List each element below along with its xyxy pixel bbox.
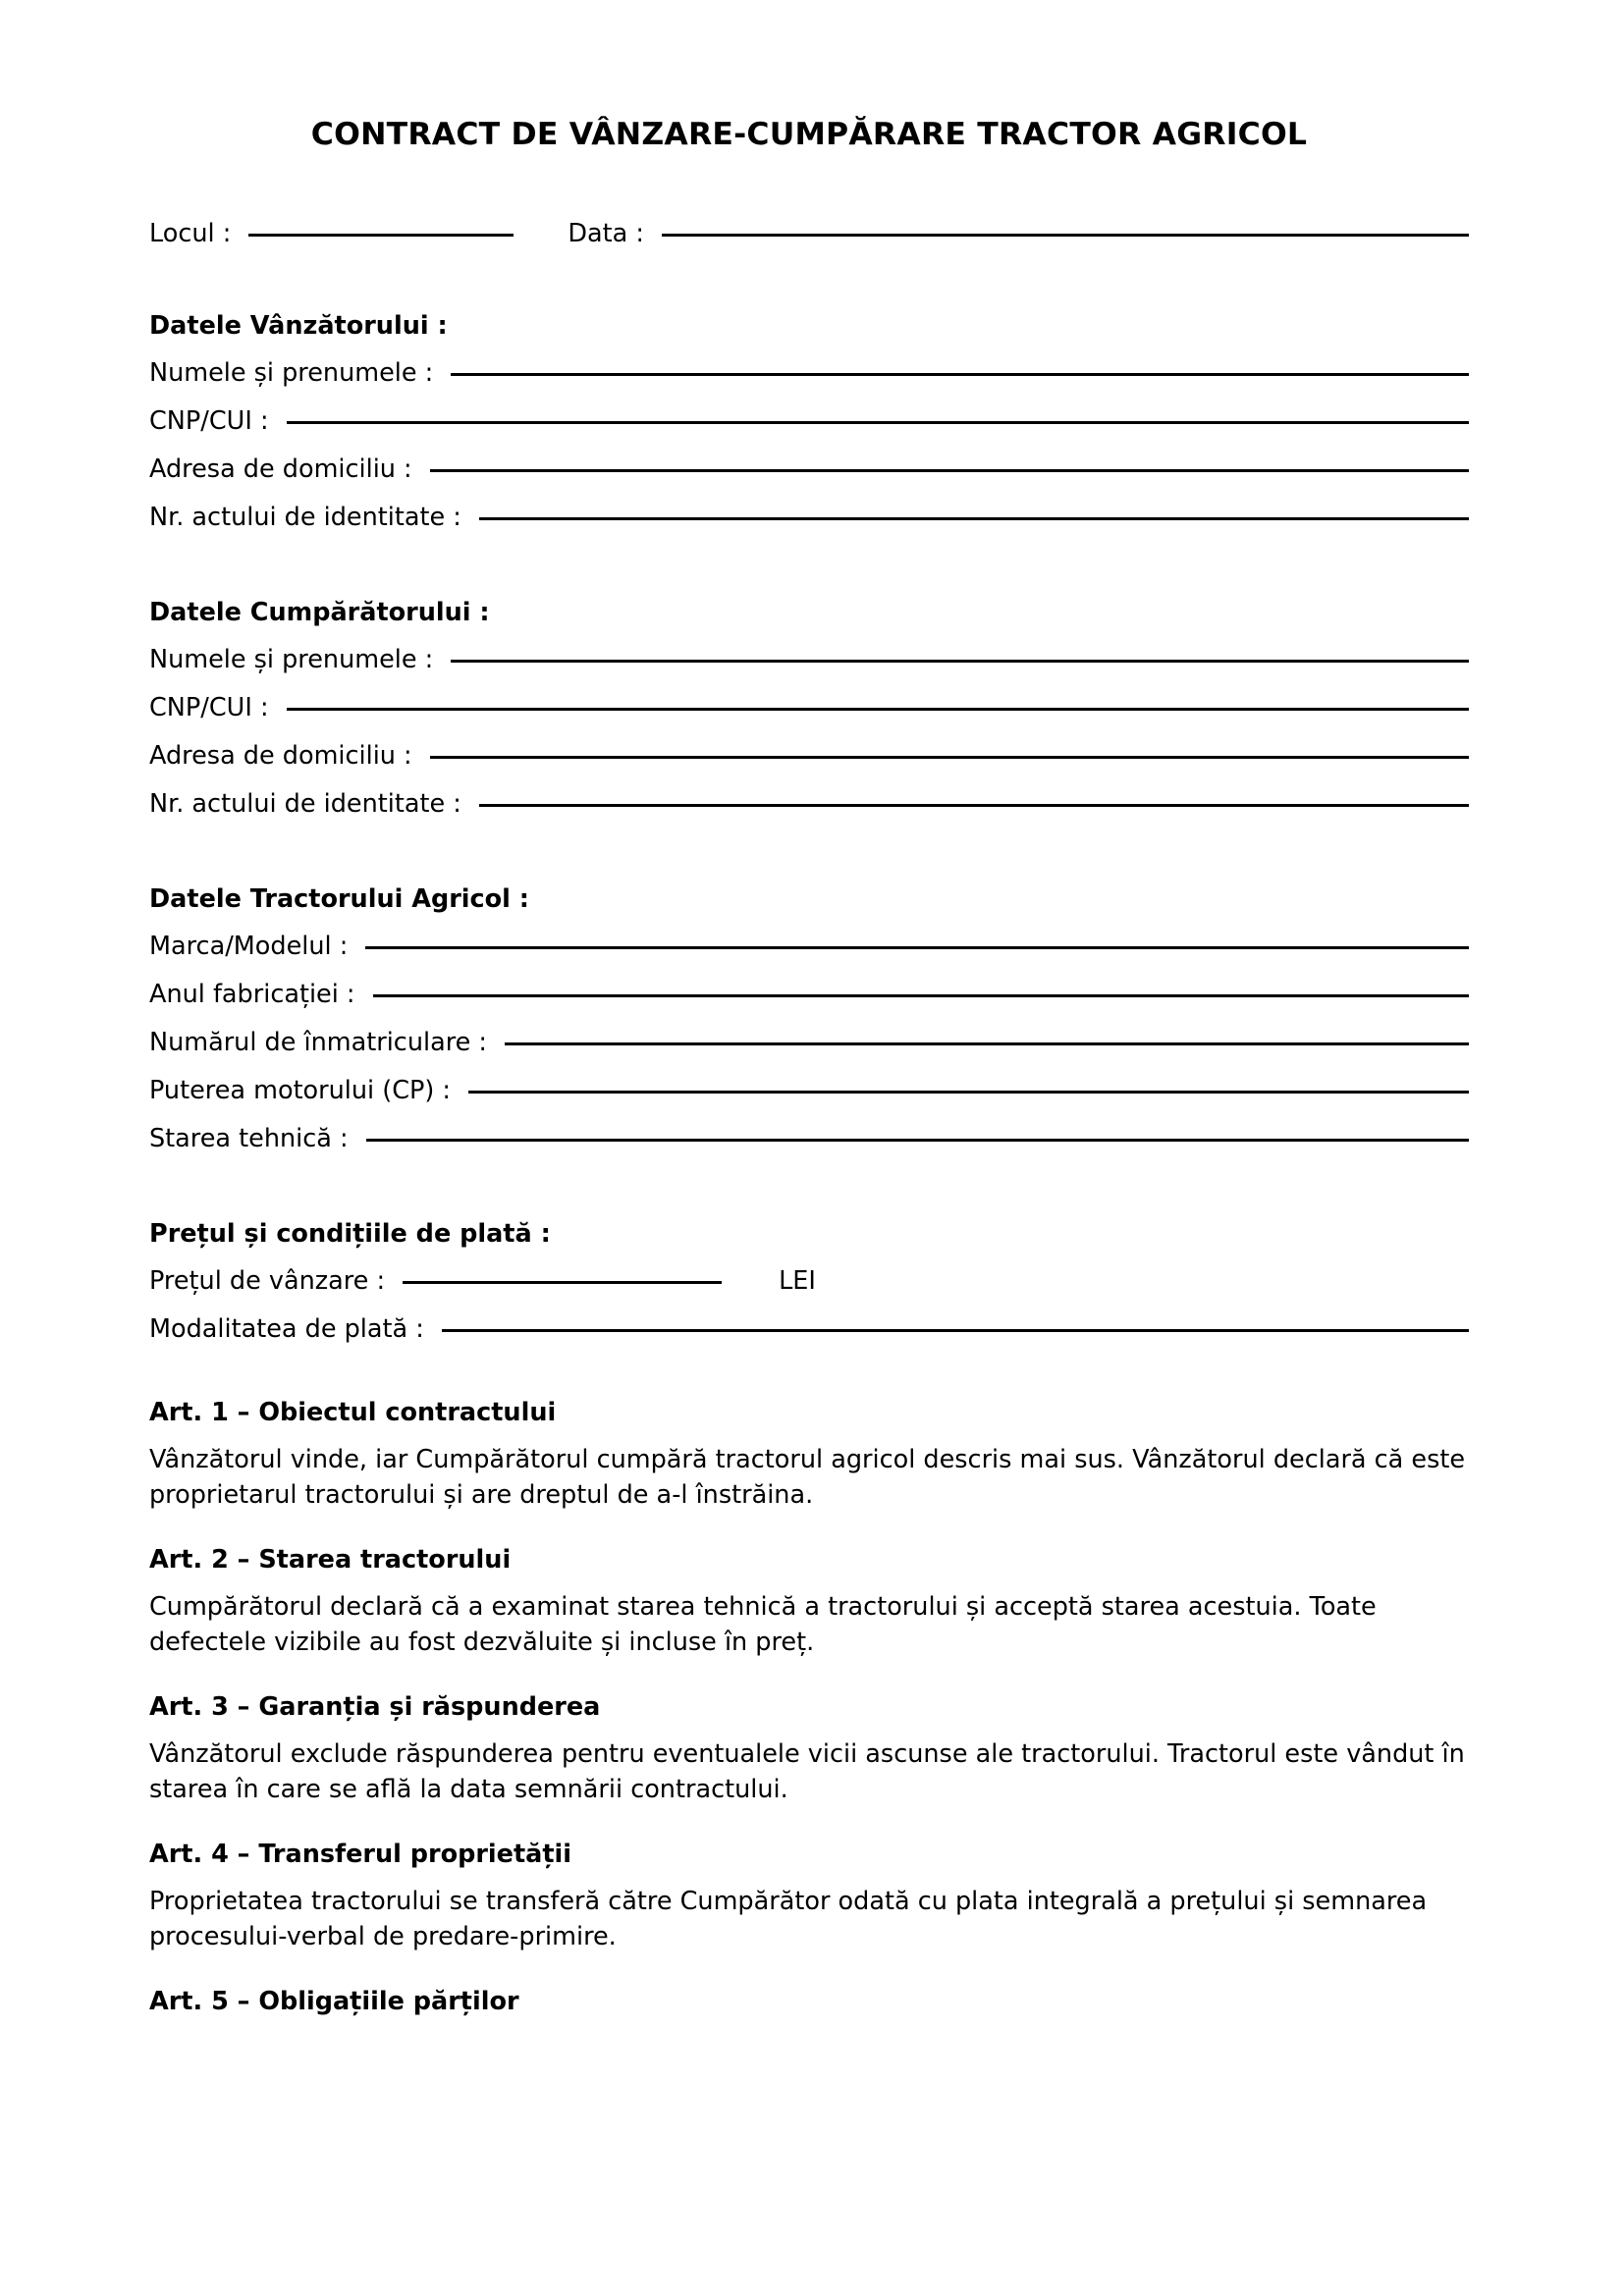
tractor-field-row [149, 1076, 1469, 1127]
price-field-row [149, 1314, 1469, 1365]
seller-field-row [149, 406, 1469, 457]
field-label: Nr. actului de identitate : [149, 503, 461, 533]
page-title: CONTRACT DE VÂNZARE-CUMPĂRARE TRACTOR AGRICOL [310, 117, 1308, 152]
article-heading: Art. 5 – Obligațiile părților [149, 1987, 519, 2016]
seller-address-input-rule[interactable] [430, 469, 1469, 472]
seller-name-input-rule[interactable] [451, 373, 1469, 376]
article-block [149, 1660, 1469, 1807]
place-input-rule[interactable] [248, 234, 514, 237]
tractor-model-input-rule[interactable] [365, 946, 1469, 949]
field-label: Numele și prenumele : [149, 645, 434, 675]
field-label: Adresa de domiciliu : [149, 454, 412, 485]
tractor-field-row [149, 1028, 1469, 1079]
article-heading: Art. 1 – Obiectul contractului [149, 1398, 557, 1428]
field-label: Numele și prenumele : [149, 358, 434, 389]
price-section-heading: Prețul și condițiile de plată : [149, 1219, 551, 1250]
field-label: Prețul de vânzare : [149, 1266, 386, 1297]
place-date-row [149, 154, 1469, 267]
article-heading: Art. 3 – Garanția și răspunderea [149, 1692, 601, 1723]
article-heading: Art. 4 – Transferul proprietății [149, 1840, 572, 1870]
place-label: Locul : [149, 219, 232, 249]
field-label: Numărul de înmatriculare : [149, 1028, 488, 1058]
tractor-plate-input-rule[interactable] [505, 1042, 1469, 1045]
field-label: Starea tehnică : [149, 1124, 349, 1154]
seller-section-heading: Datele Vânzătorului : [149, 311, 448, 342]
seller-field-row [149, 503, 1469, 554]
tractor-condition-input-rule[interactable] [366, 1139, 1469, 1142]
tractor-section-heading: Datele Tractorului Agricol : [149, 884, 529, 915]
price-field-row [149, 1266, 1469, 1317]
date-input-rule[interactable] [662, 234, 1469, 237]
date-label: Data : [568, 219, 644, 249]
page-content [149, 0, 1469, 2031]
field-label: CNP/CUI : [149, 406, 269, 437]
payment-method-input-rule[interactable] [442, 1329, 1469, 1332]
currency-label: LEI [779, 1266, 816, 1297]
buyer-field-row [149, 741, 1469, 792]
tractor-field-row [149, 980, 1469, 1031]
field-label: Anul fabricației : [149, 980, 355, 1010]
article-block [149, 1513, 1469, 1660]
article-body: Vânzătorul exclude răspunderea pentru eventualele vicii ascunse ale tractorului. Tractorul este vândut în starea în care se află la data semnării contractului. [149, 1738, 1465, 1804]
field-label: Adresa de domiciliu : [149, 741, 412, 772]
seller-id-input-rule[interactable] [479, 517, 1469, 520]
tractor-power-input-rule[interactable] [468, 1091, 1469, 1094]
article-block [149, 1807, 1469, 1954]
article-body: Vânzătorul vinde, iar Cumpărătorul cumpără tractorul agricol descris mai sus. Vânzătorul declară că este proprietarul tractorului și are dreptul de a-l înstrăina. [149, 1444, 1466, 1511]
buyer-field-row [149, 645, 1469, 696]
spacer [149, 1175, 1469, 1222]
buyer-field-row [149, 693, 1469, 744]
buyer-name-input-rule[interactable] [451, 660, 1469, 663]
buyer-section-heading: Datele Cumpărătorului : [149, 598, 490, 628]
price-input-rule[interactable] [403, 1281, 722, 1284]
buyer-cnp-input-rule[interactable] [287, 708, 1469, 711]
article-block [149, 1954, 1469, 2031]
buyer-address-input-rule[interactable] [430, 756, 1469, 759]
field-label: Marca/Modelul : [149, 932, 349, 962]
spacer [149, 554, 1469, 601]
article-body: Proprietatea tractorului se transferă către Cumpărător odată cu plata integrală a prețului și semnarea procesului-verbal de predare-primire. [149, 1886, 1428, 1951]
seller-field-row [149, 454, 1469, 506]
field-label: Puterea motorului (CP) : [149, 1076, 452, 1106]
article-heading: Art. 2 – Starea tractorului [149, 1545, 512, 1575]
tractor-field-row [149, 1124, 1469, 1175]
field-label: Modalitatea de plată : [149, 1314, 424, 1345]
spacer [149, 267, 1469, 314]
buyer-id-input-rule[interactable] [479, 804, 1469, 807]
seller-field-row [149, 358, 1469, 409]
seller-cnp-input-rule[interactable] [287, 421, 1469, 424]
tractor-field-row [149, 934, 1469, 983]
article-body: Cumpărătorul declară că a examinat starea tehnică a tractorului și acceptă starea acestuia. Toate defectele vizibile au fost dezvăluite și incluse în preț. [149, 1591, 1377, 1657]
field-label: Nr. actului de identitate : [149, 789, 461, 820]
tractor-year-input-rule[interactable] [373, 994, 1469, 997]
spacer [149, 840, 1469, 887]
buyer-field-row [149, 789, 1469, 840]
field-label: CNP/CUI : [149, 693, 269, 723]
article-block [149, 1365, 1469, 1513]
